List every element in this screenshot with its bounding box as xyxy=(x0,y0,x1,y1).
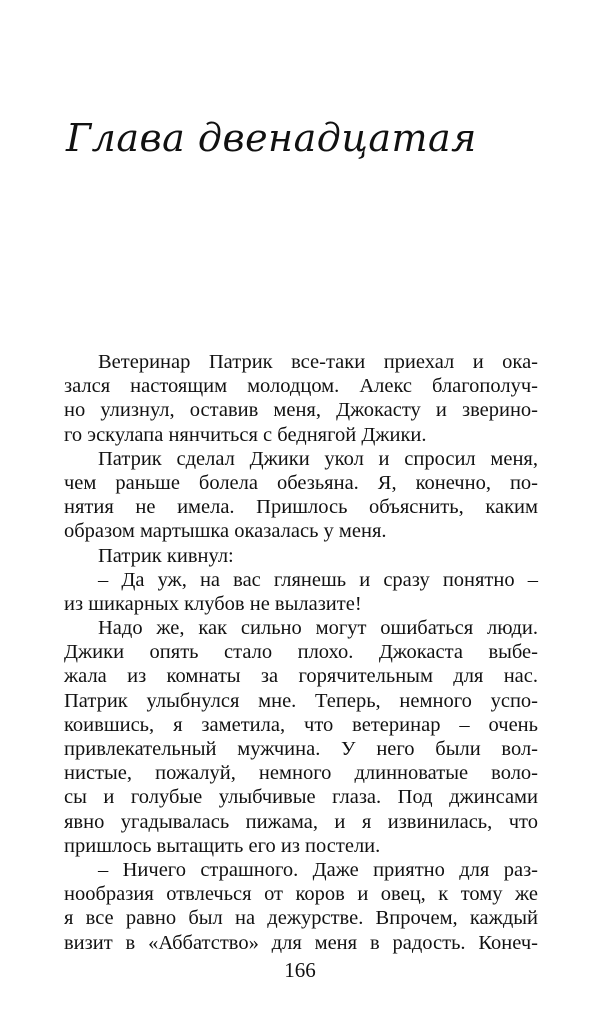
text-line: но улизнул, оставив меня, Джокасту и зверино- xyxy=(64,399,538,422)
text-line: нообразия отвлечься от коров и овец, к тому же xyxy=(64,883,538,906)
text-line: пришлось вытащить его из постели. xyxy=(64,834,381,857)
text-line: нятия не имела. Пришлось объяснить, каким xyxy=(64,496,538,519)
text-line: привлекательный мужчина. У него были вол- xyxy=(64,738,538,760)
text-line: – Ничего страшного. Даже приятно для раз- xyxy=(98,858,538,881)
text-line: Патрик сделал Джики укол и спросил меня, xyxy=(98,447,538,470)
text-line: Патрик улыбнулся мне. Теперь, немного успо- xyxy=(64,689,538,712)
text-line: Надо же, как сильно могут ошибаться люди. xyxy=(98,617,538,640)
text-line: явно угадывалась пижама, и я извинилась, что xyxy=(64,810,538,833)
text-line: образом мартышка оказалась у меня. xyxy=(64,520,387,543)
text-line: – Да уж, на вас глянешь и сразу понятно – xyxy=(98,568,538,591)
text-line: чем раньше болела обезьяна. Я, конечно, по- xyxy=(64,471,538,494)
text-line: жала из комнаты за горячительным для нас. xyxy=(64,665,538,688)
chapter-title: Глава двенадцатая xyxy=(66,116,477,160)
text-line: визит в «Аббатство» для меня в радость. Конеч- xyxy=(64,931,538,954)
text-line: сы и голубые улыбчивые глаза. Под джинсами xyxy=(64,786,538,809)
text-line: Джики опять стало плохо. Джокаста выбе- xyxy=(64,641,538,664)
text-line: Патрик кивнул: xyxy=(98,544,234,567)
page-number: 166 xyxy=(284,958,316,982)
text-line: из шикарных клубов не вылазите! xyxy=(64,592,362,615)
text-line: коившись, я заметила, что ветеринар – очень xyxy=(64,713,538,736)
text-line: зался настоящим молодцом. Алекс благополуч- xyxy=(64,375,538,398)
text-line: Ветеринар Патрик все-таки приехал и ока- xyxy=(98,351,538,373)
text-line: го эскулапа нянчиться с беднягой Джики. xyxy=(64,423,427,446)
body-text xyxy=(64,350,538,955)
text-line: нистые, пожалуй, немного длинноватые воло- xyxy=(64,762,538,785)
text-line: я все равно был на дежурстве. Впрочем, каждый xyxy=(64,907,538,930)
